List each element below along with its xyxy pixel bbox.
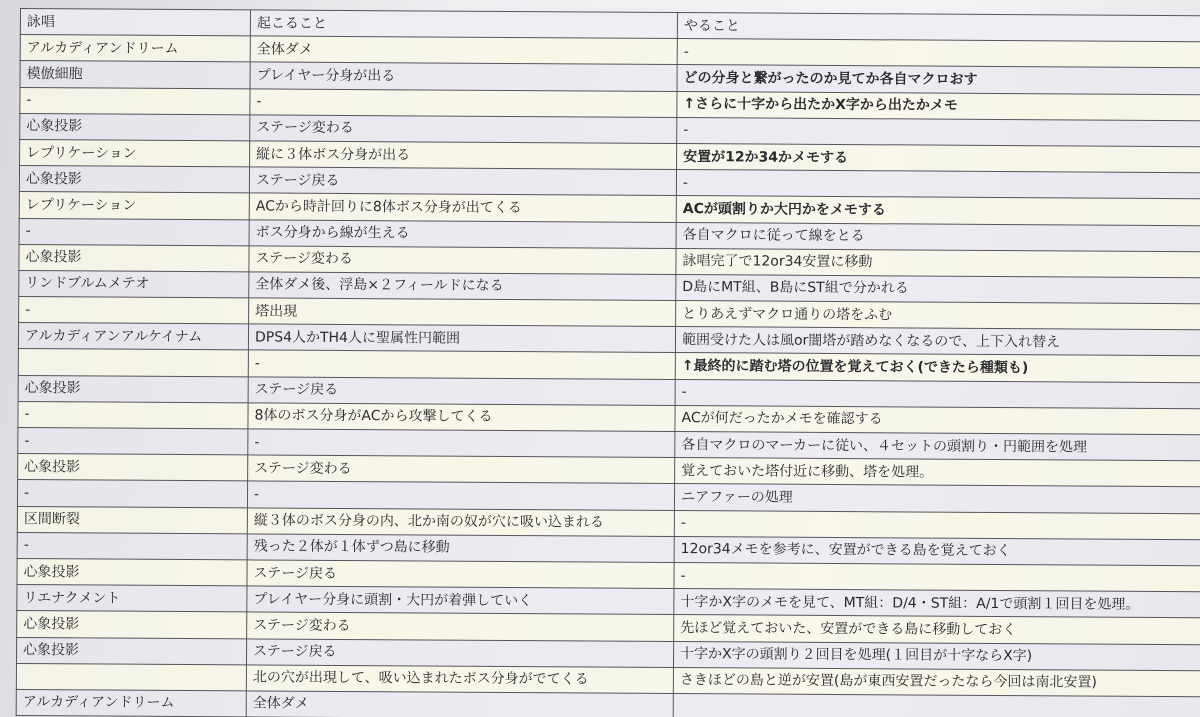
cell-event: 北の穴が出現して、吸い込まれたボス分身がでてくる <box>246 665 673 694</box>
cell-cast: 心象投影 <box>16 637 246 665</box>
cell-event: ステージ戻る <box>248 377 675 406</box>
cell-cast: - <box>17 480 247 508</box>
cell-event: ACから時計回りに8体ボス分身が出てくる <box>249 193 676 222</box>
cell-event: 縦に３体ボス分身が出る <box>250 141 677 170</box>
cell-action: 範囲受けた人は風or闇塔が踏めなくなるので、上下入れ替え <box>675 327 1200 357</box>
cell-cast: 区間断裂 <box>17 506 247 534</box>
cell-action: 覚えておいた塔付近に移動、塔を処理。 <box>675 458 1200 488</box>
cell-event: - <box>250 88 677 117</box>
cell-action: ACが何だったかメモを確認する <box>675 405 1200 435</box>
cell-cast: レプリケーション <box>20 139 250 167</box>
cell-cast <box>18 349 248 377</box>
header-cast: 詠唱 <box>20 9 250 37</box>
cell-action: さきほどの島と逆が安置(島が東西安置だったなら今回は南北安置) <box>673 667 1200 697</box>
cell-event: プレイヤー分身に頭割・大円が着弾していく <box>247 586 674 615</box>
cell-action: 詠唱完了で12or34安置に移動 <box>676 248 1200 278</box>
cell-action: 十字かX字のメモを見て、MT組：D/4・ST組：A/1で頭割１回目を処理。 <box>674 589 1200 619</box>
header-event: 起こること <box>250 10 677 39</box>
cell-event: ステージ変わる <box>247 612 674 641</box>
cell-cast: - <box>17 532 247 560</box>
cell-event: - <box>248 350 675 379</box>
cell-event: 全体ダメ <box>250 36 677 65</box>
cell-cast: - <box>19 297 249 325</box>
cell-action: - <box>676 170 1200 200</box>
cell-cast: 模倣細胞 <box>20 61 250 89</box>
cell-cast: - <box>20 87 250 115</box>
cell-action: D島にMT組、B島にST組で分かれる <box>676 274 1200 304</box>
cell-cast: 心象投影 <box>18 454 248 482</box>
cell-cast: レプリケーション <box>19 192 249 220</box>
cell-cast: 心象投影 <box>17 558 247 586</box>
cell-action: - <box>675 379 1200 409</box>
cell-cast: リエナクメント <box>17 585 247 613</box>
cell-action: ↑最終的に踏む塔の位置を覚えておく(できたら種類も) <box>675 353 1200 383</box>
cell-action: ACが頭割りか大円かをメモする <box>676 196 1200 226</box>
cell-event: ステージ変わる <box>249 246 676 275</box>
cell-event: 残った２体が１体ずつ島に移動 <box>247 534 674 563</box>
cell-action: 各自マクロに従って線をとる <box>676 222 1200 252</box>
cell-action: - <box>677 117 1200 147</box>
cell-action: 安置が12か34かメモする <box>677 143 1200 173</box>
cell-action: とりあえずマクロ通りの塔をふむ <box>676 301 1200 331</box>
cell-cast: 心象投影 <box>20 113 250 141</box>
cell-action: 十字かX字の頭割り２回目を処理(１回目が十字ならX字) <box>673 641 1200 671</box>
cell-event: - <box>248 429 675 458</box>
cell-action: - <box>677 39 1200 69</box>
cell-event: ボス分身から線が生える <box>249 219 676 248</box>
cell-action: 先ほど覚えておいた、安置ができる島に移動しておく <box>674 615 1200 645</box>
cell-event: ステージ戻る <box>247 560 674 589</box>
cell-cast: - <box>18 401 248 429</box>
cell-event: プレイヤー分身が出る <box>250 62 677 91</box>
cell-cast: 心象投影 <box>19 166 249 194</box>
cell-action: ↑さらに十字から出たかX字から出たかメモ <box>677 91 1200 121</box>
cell-action: どの分身と繋がったのか見てか各自マクロおす <box>677 65 1200 95</box>
cell-event: 塔出現 <box>249 298 676 327</box>
cell-action: 12or34メモを参考に、安置ができる島を覚えておく <box>674 536 1200 566</box>
cell-action: - <box>674 510 1200 540</box>
cell-event: ステージ戻る <box>246 638 673 667</box>
cell-event: 8体のボス分身がACから攻撃してくる <box>248 403 675 432</box>
cell-action: 各自マクロのマーカーに従い、４セットの頭割り・円範囲を処理 <box>675 432 1200 462</box>
cell-event: ステージ戻る <box>249 167 676 196</box>
cell-action <box>673 693 1200 717</box>
cell-event: DPS4人かTH4人に聖属性円範囲 <box>248 324 675 353</box>
cell-cast <box>16 663 246 691</box>
cell-cast: - <box>18 427 248 455</box>
cell-cast: 心象投影 <box>19 244 249 272</box>
mechanics-table <box>16 8 1200 717</box>
cell-event: 縦３体のボス分身の内、北か南の奴が穴に吸い込まれる <box>247 507 674 536</box>
header-action: やること <box>677 13 1200 43</box>
cell-cast: アルカディアンアルケイナム <box>18 323 248 351</box>
cell-cast: アルカディアンドリーム <box>20 35 250 63</box>
cell-cast: リンドブルムメテオ <box>19 270 249 298</box>
cell-cast: - <box>19 218 249 246</box>
cell-event: ステージ変わる <box>248 455 675 484</box>
cell-action: ニアファーの処理 <box>674 484 1200 514</box>
cell-event: - <box>247 481 674 510</box>
cell-event: ステージ変わる <box>250 115 677 144</box>
cell-action: - <box>674 562 1200 592</box>
cell-event: 全体ダメ後、浮島×２フィールドになる <box>249 272 676 301</box>
cell-cast: 心象投影 <box>17 611 247 639</box>
cell-event: 全体ダメ <box>246 691 673 717</box>
cell-cast: 心象投影 <box>18 375 248 403</box>
cell-cast: アルカディアンドリーム <box>16 689 246 717</box>
